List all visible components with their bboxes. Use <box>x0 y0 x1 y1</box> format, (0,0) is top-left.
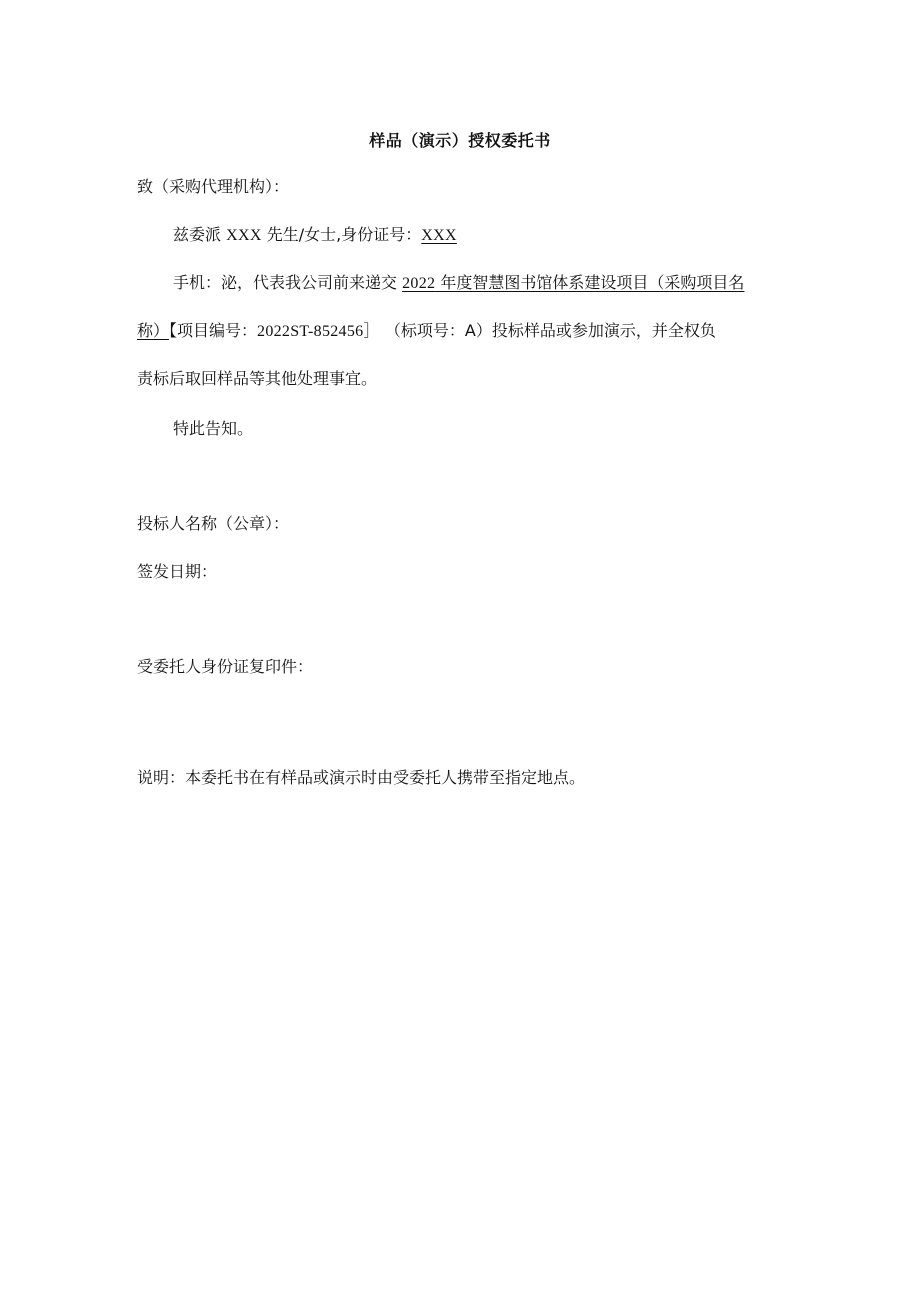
authorization-line-2 <box>137 320 797 343</box>
bidder-name-label: 投标人名称（公章）： <box>137 514 290 533</box>
notice-line: 特此告知。 <box>173 419 254 438</box>
authorization-line-1 <box>173 272 833 295</box>
project-name-part1 <box>402 273 744 292</box>
delegate-name: XXX <box>226 227 262 244</box>
authorization-line-3: 责标后取回样品等其他处理事宜。 <box>137 369 378 388</box>
delegation-line <box>173 224 833 247</box>
authorization-prefix: 手机：泌，代表我公司前来递交 <box>173 273 398 292</box>
document-title: 样品（演示）授权委托书 <box>369 131 551 150</box>
recipient-line: 致（采购代理机构）： <box>137 177 290 196</box>
explanation-note: 说明：本委托书在有样品或演示时由受委托人携带至指定地点。 <box>137 768 586 787</box>
delegation-middle: 先生/女士,身份证号： <box>266 225 422 244</box>
issue-date-label: 签发日期： <box>137 562 218 581</box>
authorization-suffix: 投标样品或参加演示，并全权负 <box>491 321 716 340</box>
project-number: 2022ST-852456 <box>257 323 364 340</box>
project-name-text: 年度智慧图书馆体系建设项目（采购项目名 <box>440 273 745 292</box>
project-name-part2: 称） <box>137 321 170 340</box>
id-number: XXX <box>421 227 457 244</box>
id-copy-label: 受委托人身份证复印件： <box>137 657 314 676</box>
project-number-open: 【项目编号： <box>169 321 258 340</box>
project-year: 2022 <box>402 275 436 292</box>
project-number-close: ］ <box>363 323 380 340</box>
lot-number: （标项号：A） <box>384 321 492 340</box>
delegation-prefix: 兹委派 <box>173 225 222 244</box>
